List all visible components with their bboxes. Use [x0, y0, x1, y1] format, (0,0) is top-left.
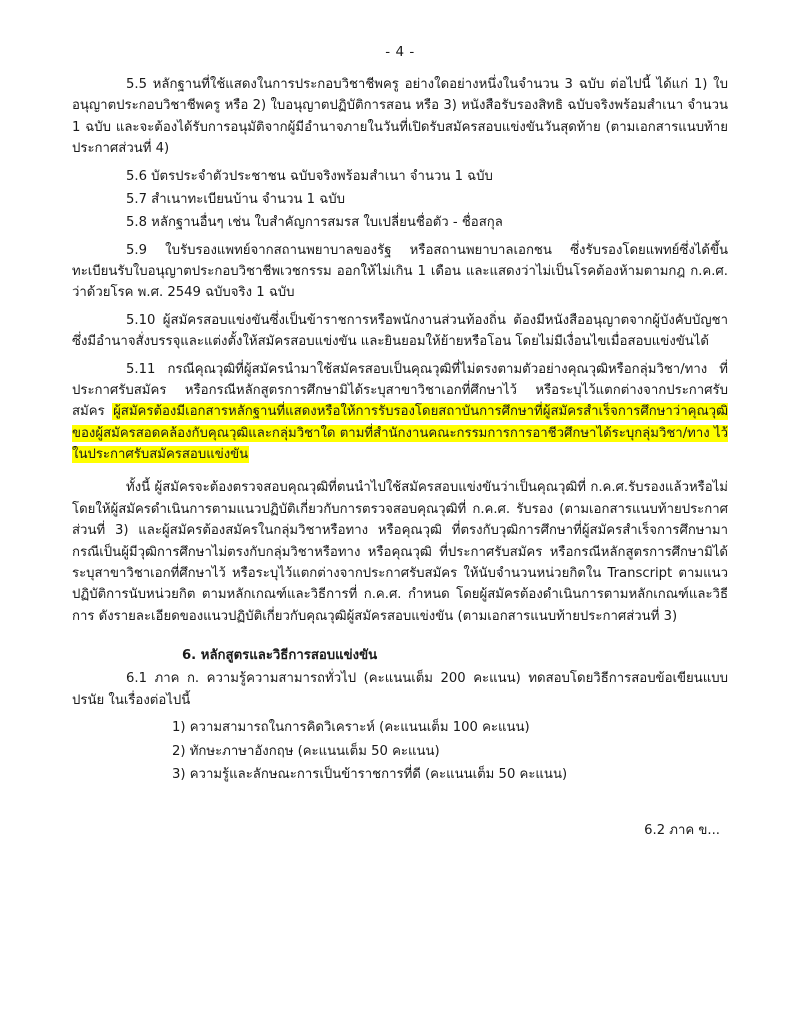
section-6-1-item-3: 3) ความรู้และลักษณะการเป็นข้าราชการที่ดี (คะแนนเต็ม 50 คะแนน) [172, 766, 568, 782]
page-number: - 4 - [385, 44, 415, 60]
paragraph-5-11-text: 5.11 กรณีคุณวุฒิที่ผู้สมัครนำมาใช้สมัครสอบเป็นคุณวุฒิที่ไม่ตรงตามตัวอย่างคุณวุฒิหรือกลุ่มวิชา/ทาง ที่ประกาศรับสมัคร หรือกรณีหลักสูตรการศึกษามิได้ระบุสาขาวิชาเอกที่ศึกษาไว้ หรือระบุไว้แตกต่างจากประกาศรับสมัคร [72, 361, 728, 420]
section-6-1-item-2: 2) ทักษะภาษาอังกฤษ (คะแนนเต็ม 50 คะแนน) [172, 743, 440, 759]
paragraph-5-8: 5.8 หลักฐานอื่นๆ เช่น ใบสำคัญการสมรส ใบเปลี่ยนชื่อตัว - ชื่อสกุล [126, 215, 503, 231]
paragraph-5-5: 5.5 หลักฐานที่ใช้แสดงในการประกอบวิชาชีพครู อย่างใดอย่างหนึ่งในจำนวน 3 ฉบับ ต่อไปนี้ ได้แก่ 1) ใบอนุญาตประกอบวิชาชีพครู หรือ 2) ใบอนุญาตปฏิบัติการสอน หรือ 3) หนังสือรับรองสิทธิ ฉบับจริงพร้อมสำเนา จำนวน 1 ฉบับ และจะต้องได้รับการอนุมัติจากผู้มีอำนาจภายในวันที่เปิดรับสมัครสอบแข่งขันวันสุดท้าย (ตามเอกสารแนบท้ายประกาศส่วนที่ 4) [72, 77, 733, 157]
section-6-heading: 6. หลักสูตรและวิธีการสอบแข่งขัน [182, 648, 378, 663]
paragraph-5-11 [72, 359, 728, 466]
paragraph-5-9: 5.9 ใบรับรองแพทย์จากสถานพยาบาลของรัฐ หรือสถานพยาบาลเอกชน ซึ่งรับรองโดยแพทย์ซึ่งได้ขึ้นทะเบียนรับใบอนุญาตประกอบวิชาชีพเวชกรรม ออกให้ไม่เกิน 1 เดือน และแสดงว่าไม่เป็นโรคต้องห้ามตามกฎ ก.ค.ศ. ว่าด้วยโรค พ.ศ. 2549 ฉบับจริง 1 ฉบับ [72, 242, 733, 301]
section-6-1-item-1: 1) ความสามารถในการคิดวิเคราะห์ (คะแนนเต็ม 100 คะแนน) [172, 720, 530, 736]
paragraph-5-10: 5.10 ผู้สมัครสอบแข่งขันซึ่งเป็นข้าราชการหรือพนักงานส่วนท้องถิ่น ต้องมีหนังสืออนุญาตจากผู้บังคับบัญชา ซึ่งมีอำนาจสั่งบรรจุและแต่งตั้งให้สมัครสอบแข่งขัน และยินยอมให้ย้ายหรือโอน โดยไม่มีเงื่อนไขเมื่อสอบแข่งขันได้ [72, 312, 733, 350]
footer-continuation-note: 6.2 ภาค ข... [644, 823, 720, 839]
paragraph-5-6: 5.6 บัตรประจำตัวประชาชน ฉบับจริงพร้อมสำเนา จำนวน 1 ฉบับ [126, 168, 493, 184]
section-6-1-intro: 6.1 ภาค ก. ความรู้ความสามารถทั่วไป (คะแนนเต็ม 200 คะแนน) ทดสอบโดยวิธีการสอบข้อเขียนแบบปรนัย ในเรื่องต่อไปนี้ [72, 671, 728, 708]
paragraph-5-7: 5.7 สำเนาทะเบียนบ้าน จำนวน 1 ฉบับ [126, 191, 345, 207]
paragraph-verification-note: ทั้งนี้ ผู้สมัครจะต้องตรวจสอบคุณวุฒิที่ตนนำไปใช้สมัครสอบแข่งขันว่าเป็นคุณวุฒิที่ ก.ค.ศ.รับรองแล้วหรือไม่ โดยให้ผู้สมัครดำเนินการตามแนวปฏิบัติเกี่ยวกับการตรวจสอบคุณวุฒิที่ ก.ค.ศ. รับรอง (ตามเอกสารแนบท้ายประกาศส่วนที่ 3) และผู้สมัครต้องสมัครในกลุ่มวิชาหรือทาง หรือคุณวุฒิ ที่ตรงกับวุฒิการศึกษาที่ผู้สมัครสำเร็จการศึกษามา กรณีเป็นผู้มีวุฒิการศึกษาไม่ตรงกับกลุ่มวิชาหรือทาง หรือคุณวุฒิ ที่ประกาศรับสมัคร หรือกรณีหลักสูตรการศึกษามิได้ระบุสาขาวิชาเอกที่ศึกษาไว้ หรือระบุไว้แตกต่างจากประกาศรับสมัคร ให้นับจำนวนหน่วยกิตใน Transcript ตามแนวปฏิบัติการนับหน่วยกิต ตามหลักเกณฑ์และวิธีการที่ ก.ค.ศ. กำหนด โดยผู้สมัครต้องดำเนินการตามหลักเกณฑ์และวิธีการ ดังรายละเอียดของแนวปฏิบัติเกี่ยวกับคุณวุฒิผู้สมัครสอบแข่งขัน (ตามเอกสารแนบท้ายประกาศส่วนที่ 3) [72, 480, 733, 624]
highlighted-passage: ผู้สมัครต้องมีเอกสารหลักฐานที่แสดงหรือให้การรับรองโดยสถาบันการศึกษาที่ผู้สมัครสำเร็จการศึกษาว่าคุณวุฒิของผู้สมัครสอดคล้องกับคุณวุฒิและกลุ่มวิชาใด ตามที่สำนักงานคณะกรรมการการอาชีวศึกษาได้ระบุกลุ่มวิชา/ทาง ไว้ในประกาศรับสมัครสอบแข่งขัน [72, 404, 728, 462]
